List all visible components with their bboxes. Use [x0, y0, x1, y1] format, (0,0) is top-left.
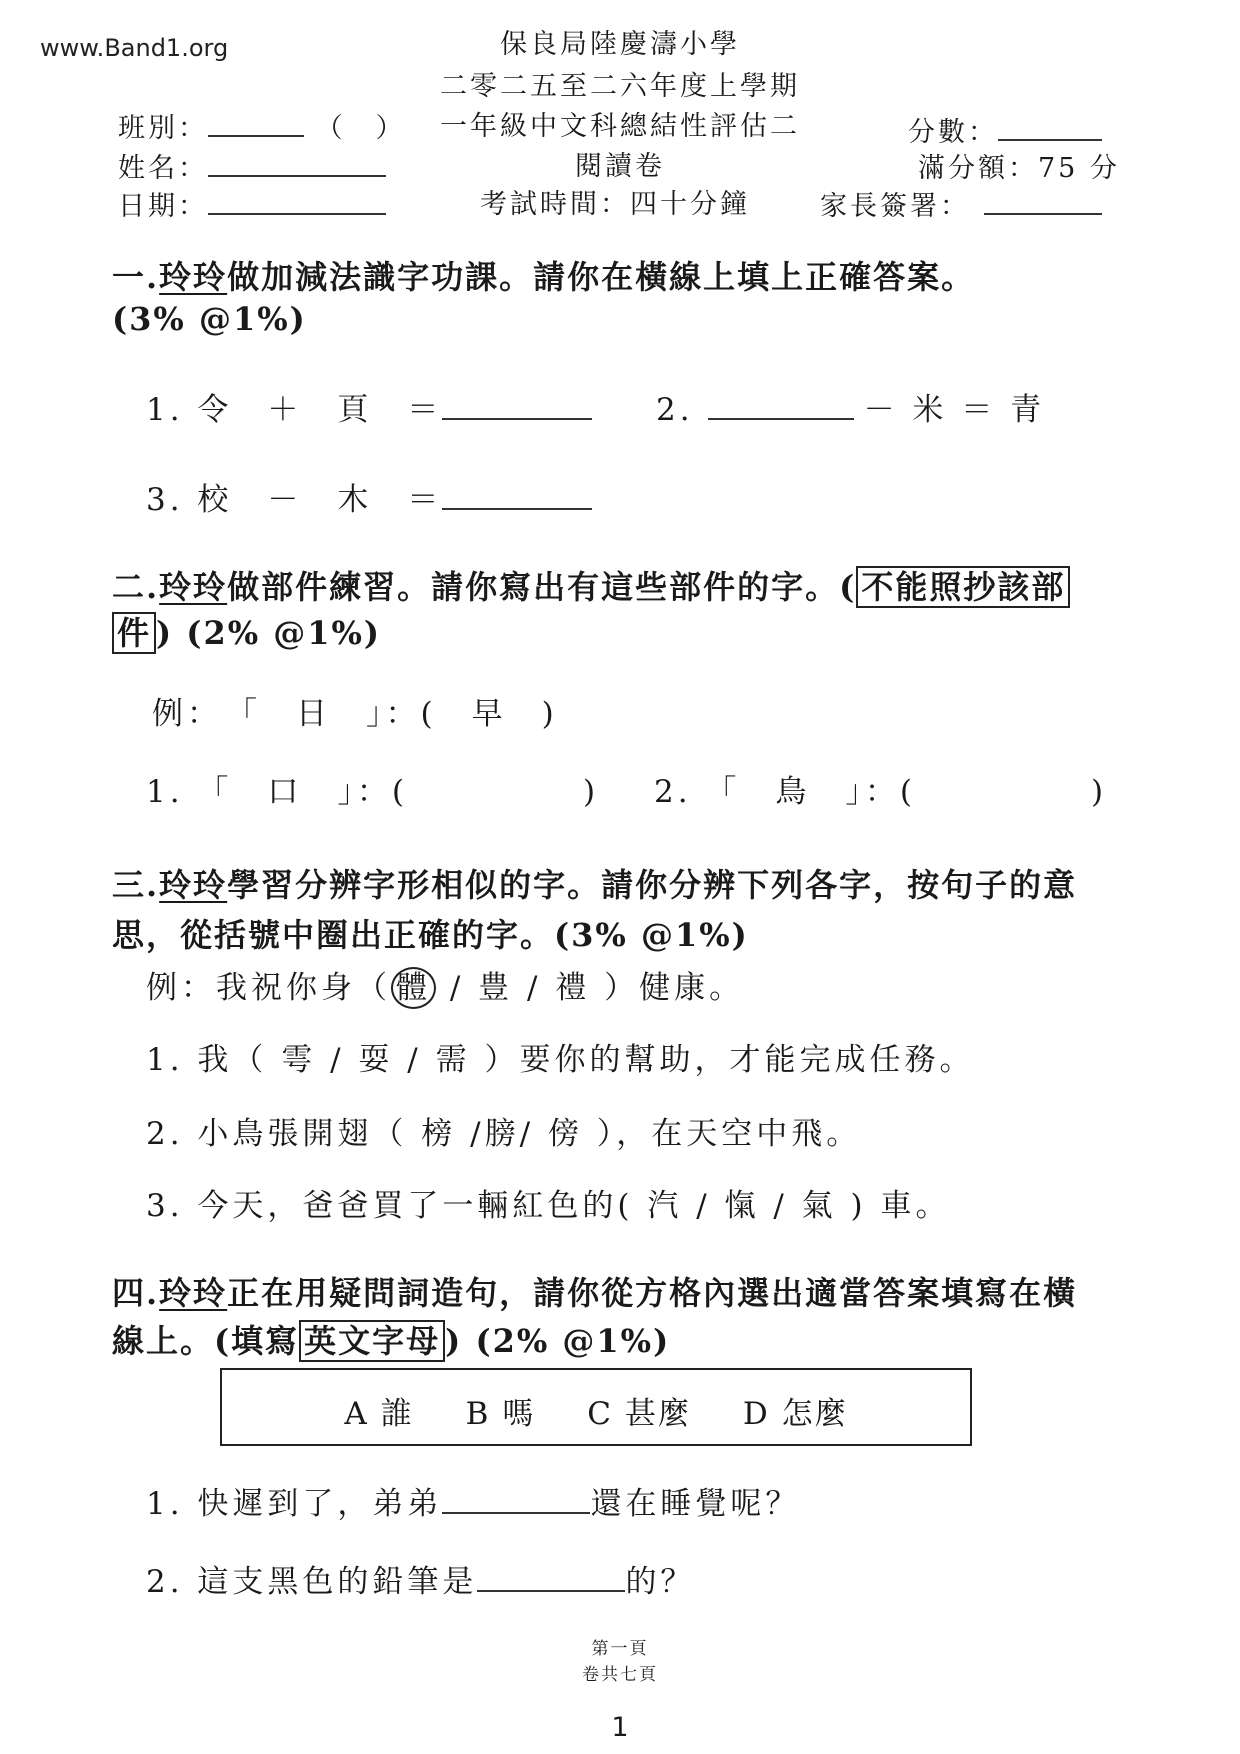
date-label: 日期：: [118, 191, 208, 222]
term-title: 二零二五至二六年度上學期: [440, 71, 800, 102]
s2-example: 例： 「 日 」：( 早 ): [152, 696, 558, 732]
s4-q1-post: 還在睡覺呢？: [590, 1486, 801, 1522]
name-field: [118, 146, 386, 185]
class-blank[interactable]: [208, 111, 304, 137]
section-2-heading: [112, 562, 1070, 608]
full-marks: 滿分額：75 分: [918, 153, 1120, 184]
class-field: [118, 106, 406, 145]
choice-a: A 誰: [344, 1396, 414, 1432]
section-1-number: 一.: [112, 258, 160, 296]
class-label: 班別：: [118, 113, 208, 144]
section-4-number: 四.: [112, 1274, 160, 1312]
parent-sign-label: 家長簽署：: [820, 191, 970, 222]
s1-question-3: [146, 474, 592, 519]
s4-q1-pre: 1. 快遲到了，弟弟: [146, 1486, 443, 1522]
footer-total-pages: 卷共七頁: [582, 1665, 658, 1685]
section-3-title-line1: 學習分辨字形相似的字。請你分辨下列各字，按句子的意: [227, 866, 1078, 904]
s1-q2-text: － 米 ＝ 青: [863, 392, 1046, 428]
parent-sign-blank[interactable]: [984, 189, 1102, 215]
section-1-title: 做加減法識字功課。請你在橫線上填上正確答案。: [227, 258, 976, 296]
section-2-marks: ) (2% @1%): [156, 614, 382, 652]
section-4-boxed-note: 英文字母: [299, 1320, 445, 1362]
school-name: 保良局陸慶濤小學: [500, 29, 740, 60]
s3-q2-pre: 2. 小鳥張開翅（ 榜 /: [146, 1116, 485, 1152]
section-2-name: 玲玲: [159, 568, 228, 606]
s3-example-circled-answer: 體: [391, 967, 436, 1009]
choice-c: C 甚麼: [587, 1396, 691, 1432]
date-blank[interactable]: [208, 189, 386, 215]
name-blank[interactable]: [208, 151, 386, 177]
s3-example-pre: 例：我祝你身（: [146, 970, 391, 1006]
s2-question-1: 1. 「 口 」：( ): [146, 774, 600, 810]
footer-page: 第一頁: [591, 1639, 649, 1659]
name-label: 姓名：: [118, 153, 208, 184]
score-blank[interactable]: [998, 115, 1102, 141]
section-4-title-line1: 正在用疑問詞造句，請你從方格內選出適當答案填寫在橫: [227, 1274, 1078, 1312]
s3-example: [146, 962, 744, 1009]
s1-question-2: [656, 384, 1045, 429]
s4-q2-post: 的？: [625, 1564, 696, 1600]
s3-q2-post: / 傍 ），在天空中飛。: [519, 1116, 862, 1152]
section-4-heading: [112, 1268, 1077, 1314]
s1-q2-answer-blank[interactable]: [708, 394, 854, 420]
s3-question-1: 1. 我（ 雩 / 耍 / 需 ）要你的幫助，才能完成任務。: [146, 1042, 975, 1078]
s4-q1-answer-blank[interactable]: [442, 1488, 590, 1514]
section-2-heading-line2: [112, 608, 381, 654]
class-number-paren: （ ）: [315, 113, 406, 144]
s1-q3-text: 3. 校 － 木 ＝: [146, 482, 443, 518]
section-4-marks: ) (2% @1%): [445, 1322, 671, 1360]
s1-question-1: [146, 384, 592, 429]
site-watermark: www.Band1.org: [40, 34, 229, 62]
section-2-boxed-note: 不能照抄該部: [856, 566, 1070, 608]
s3-q2-marked-option: 膀: [484, 1116, 520, 1152]
section-4-title-pre: 線上。(填寫: [112, 1322, 300, 1360]
section-3-heading: [112, 860, 1077, 906]
paper-title: 閱讀卷: [575, 151, 665, 182]
answer-choices-box: [220, 1368, 972, 1446]
choice-b: B 嗎: [465, 1396, 536, 1432]
score-label: 分數：: [908, 117, 998, 148]
section-1-name: 玲玲: [159, 258, 228, 296]
s3-question-2: [146, 1108, 861, 1153]
section-2-number: 二.: [112, 568, 160, 606]
section-1-marks: (3% @1%): [112, 300, 307, 338]
s2-question-2: 2. 「 鳥 」：( ): [654, 774, 1108, 810]
section-4-name: 玲玲: [159, 1274, 228, 1312]
s1-q1-text: 1. 令 ＋ 頁 ＝: [146, 392, 443, 428]
s4-q2-pre: 2. 這支黑色的鉛筆是: [146, 1564, 478, 1600]
page-number: 1: [611, 1712, 629, 1743]
choice-d: D 怎麼: [742, 1396, 848, 1432]
s4-question-2: [146, 1556, 695, 1601]
s1-q1-answer-blank[interactable]: [442, 394, 592, 420]
parent-sign-field: [820, 184, 1102, 223]
s3-question-3: 3. 今天，爸爸買了一輛紅色的( 汽 / 愾 / 氣 ) 車。: [146, 1188, 951, 1224]
answer-choices: [222, 1388, 970, 1433]
s1-q2-number: 2.: [656, 392, 694, 428]
section-3-title-line2: 思，從括號中圈出正確的字。(3% @1%): [112, 916, 749, 954]
s1-q3-answer-blank[interactable]: [442, 484, 592, 510]
date-field: [118, 184, 386, 223]
section-3-number: 三.: [112, 866, 160, 904]
score-field: [908, 110, 1102, 149]
exam-duration: 考試時間：四十分鐘: [480, 189, 750, 220]
section-3-name: 玲玲: [159, 866, 228, 904]
s4-question-1: [146, 1478, 800, 1523]
section-1-heading: [112, 252, 975, 298]
s3-example-post: / 豊 / 禮 ）健康。: [449, 970, 745, 1006]
s4-q2-answer-blank[interactable]: [477, 1566, 625, 1592]
section-4-title-line2: [112, 1316, 670, 1362]
section-2-boxed-note-end: 件: [112, 612, 156, 654]
exam-title: 一年級中文科總結性評估二: [440, 111, 800, 142]
section-2-title: 做部件練習。請你寫出有這些部件的字。(: [227, 568, 857, 606]
